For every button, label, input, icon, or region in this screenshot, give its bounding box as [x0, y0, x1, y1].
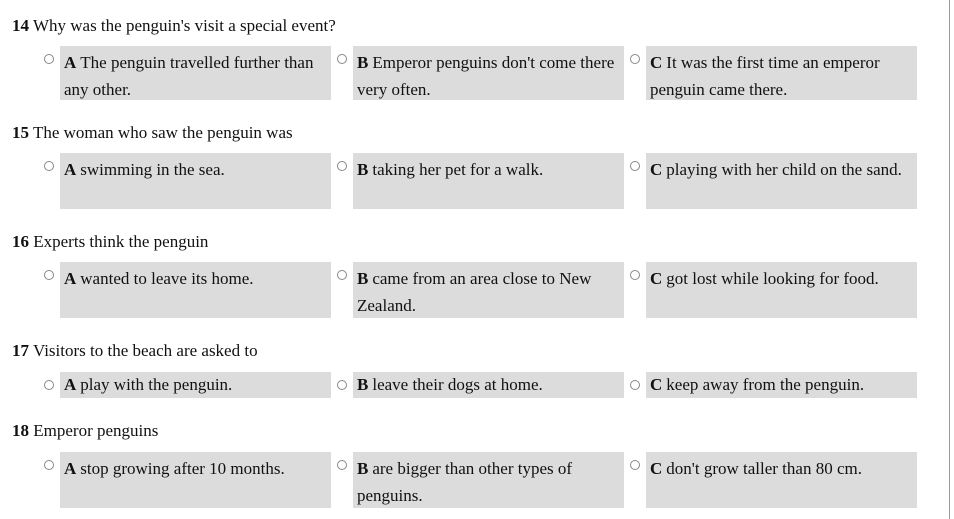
option-box[interactable] — [353, 452, 624, 508]
option-box[interactable] — [353, 46, 624, 100]
option-text: playing with her child on the sand. — [666, 160, 902, 179]
option-text: swimming in the sea. — [80, 160, 225, 179]
option-letter: B — [357, 269, 369, 288]
right-border — [949, 0, 950, 519]
option-box[interactable] — [60, 372, 331, 398]
option-letter: A — [64, 160, 77, 179]
q15-option-b[interactable] — [337, 153, 624, 209]
question-text: The woman who saw the penguin was — [32, 123, 293, 142]
radio-button[interactable] — [44, 380, 54, 390]
q14-option-c[interactable] — [630, 46, 917, 100]
option-text: wanted to leave its home. — [80, 269, 254, 288]
q18-option-a[interactable] — [44, 452, 331, 508]
q16-option-a[interactable] — [44, 262, 331, 318]
option-text: stop growing after 10 months. — [80, 459, 285, 478]
radio-button[interactable] — [630, 54, 640, 64]
option-letter: C — [650, 53, 663, 72]
question-text: Visitors to the beach are asked to — [32, 341, 258, 360]
question-number: 14 — [12, 16, 29, 35]
question-number: 15 — [12, 123, 29, 142]
q16-option-c[interactable] — [630, 262, 917, 318]
option-text: keep away from the penguin. — [666, 375, 865, 394]
option-letter: A — [64, 269, 77, 288]
question-text: Experts think the penguin — [33, 232, 209, 251]
radio-button[interactable] — [44, 54, 54, 64]
question-text: Why was the penguin's visit a special event? — [32, 16, 336, 35]
option-text: leave their dogs at home. — [372, 375, 543, 394]
option-text: taking her pet for a walk. — [372, 160, 544, 179]
option-letter: C — [650, 160, 663, 179]
q17-option-b[interactable] — [337, 372, 624, 398]
option-text: came from an area close to New Zealand. — [357, 269, 592, 315]
q17-option-a[interactable] — [44, 372, 331, 398]
radio-button[interactable] — [337, 161, 347, 171]
radio-button[interactable] — [44, 161, 54, 171]
option-box[interactable] — [60, 153, 331, 209]
question-15 — [12, 122, 293, 144]
option-box[interactable] — [646, 452, 917, 508]
q15-option-a[interactable] — [44, 153, 331, 209]
question-number: 16 — [12, 232, 29, 251]
question-number: 18 — [12, 421, 29, 440]
option-letter: A — [64, 53, 77, 72]
option-letter: A — [64, 375, 77, 394]
option-box[interactable] — [60, 46, 331, 100]
option-letter: B — [357, 459, 369, 478]
radio-button[interactable] — [630, 270, 640, 280]
question-number: 17 — [12, 341, 29, 360]
option-text: got lost while looking for food. — [666, 269, 879, 288]
option-box[interactable] — [646, 372, 917, 398]
radio-button[interactable] — [44, 270, 54, 280]
option-letter: B — [357, 375, 369, 394]
q14-option-a[interactable] — [44, 46, 331, 100]
radio-button[interactable] — [44, 460, 54, 470]
option-box[interactable] — [353, 372, 624, 398]
question-text: Emperor penguins — [33, 421, 159, 440]
option-box[interactable] — [646, 262, 917, 318]
radio-button[interactable] — [630, 460, 640, 470]
radio-button[interactable] — [337, 380, 347, 390]
question-18 — [12, 420, 158, 442]
option-box[interactable] — [60, 452, 331, 508]
radio-button[interactable] — [630, 380, 640, 390]
option-box[interactable] — [60, 262, 331, 318]
option-letter: C — [650, 459, 663, 478]
q17-option-c[interactable] — [630, 372, 917, 398]
option-text: don't grow taller than 80 cm. — [666, 459, 862, 478]
q16-option-b[interactable] — [337, 262, 624, 318]
q18-option-c[interactable] — [630, 452, 917, 508]
radio-button[interactable] — [337, 270, 347, 280]
option-box[interactable] — [646, 153, 917, 209]
option-text: Emperor penguins don't come there very often. — [357, 53, 615, 99]
radio-button[interactable] — [630, 161, 640, 171]
option-box[interactable] — [646, 46, 917, 100]
option-text: The penguin travelled further than any other. — [64, 53, 314, 99]
radio-button[interactable] — [337, 54, 347, 64]
option-letter: B — [357, 160, 369, 179]
q18-option-b[interactable] — [337, 452, 624, 508]
q14-option-b[interactable] — [337, 46, 624, 100]
question-14 — [12, 15, 336, 37]
q15-option-c[interactable] — [630, 153, 917, 209]
question-17 — [12, 340, 258, 362]
radio-button[interactable] — [337, 460, 347, 470]
option-text: play with the penguin. — [80, 375, 233, 394]
option-letter: B — [357, 53, 369, 72]
question-16 — [12, 231, 208, 253]
option-letter: C — [650, 269, 663, 288]
option-box[interactable] — [353, 153, 624, 209]
option-box[interactable] — [353, 262, 624, 318]
option-text: It was the first time an emperor penguin came there. — [650, 53, 880, 99]
option-text: are bigger than other types of penguins. — [357, 459, 573, 505]
option-letter: A — [64, 459, 77, 478]
option-letter: C — [650, 375, 663, 394]
